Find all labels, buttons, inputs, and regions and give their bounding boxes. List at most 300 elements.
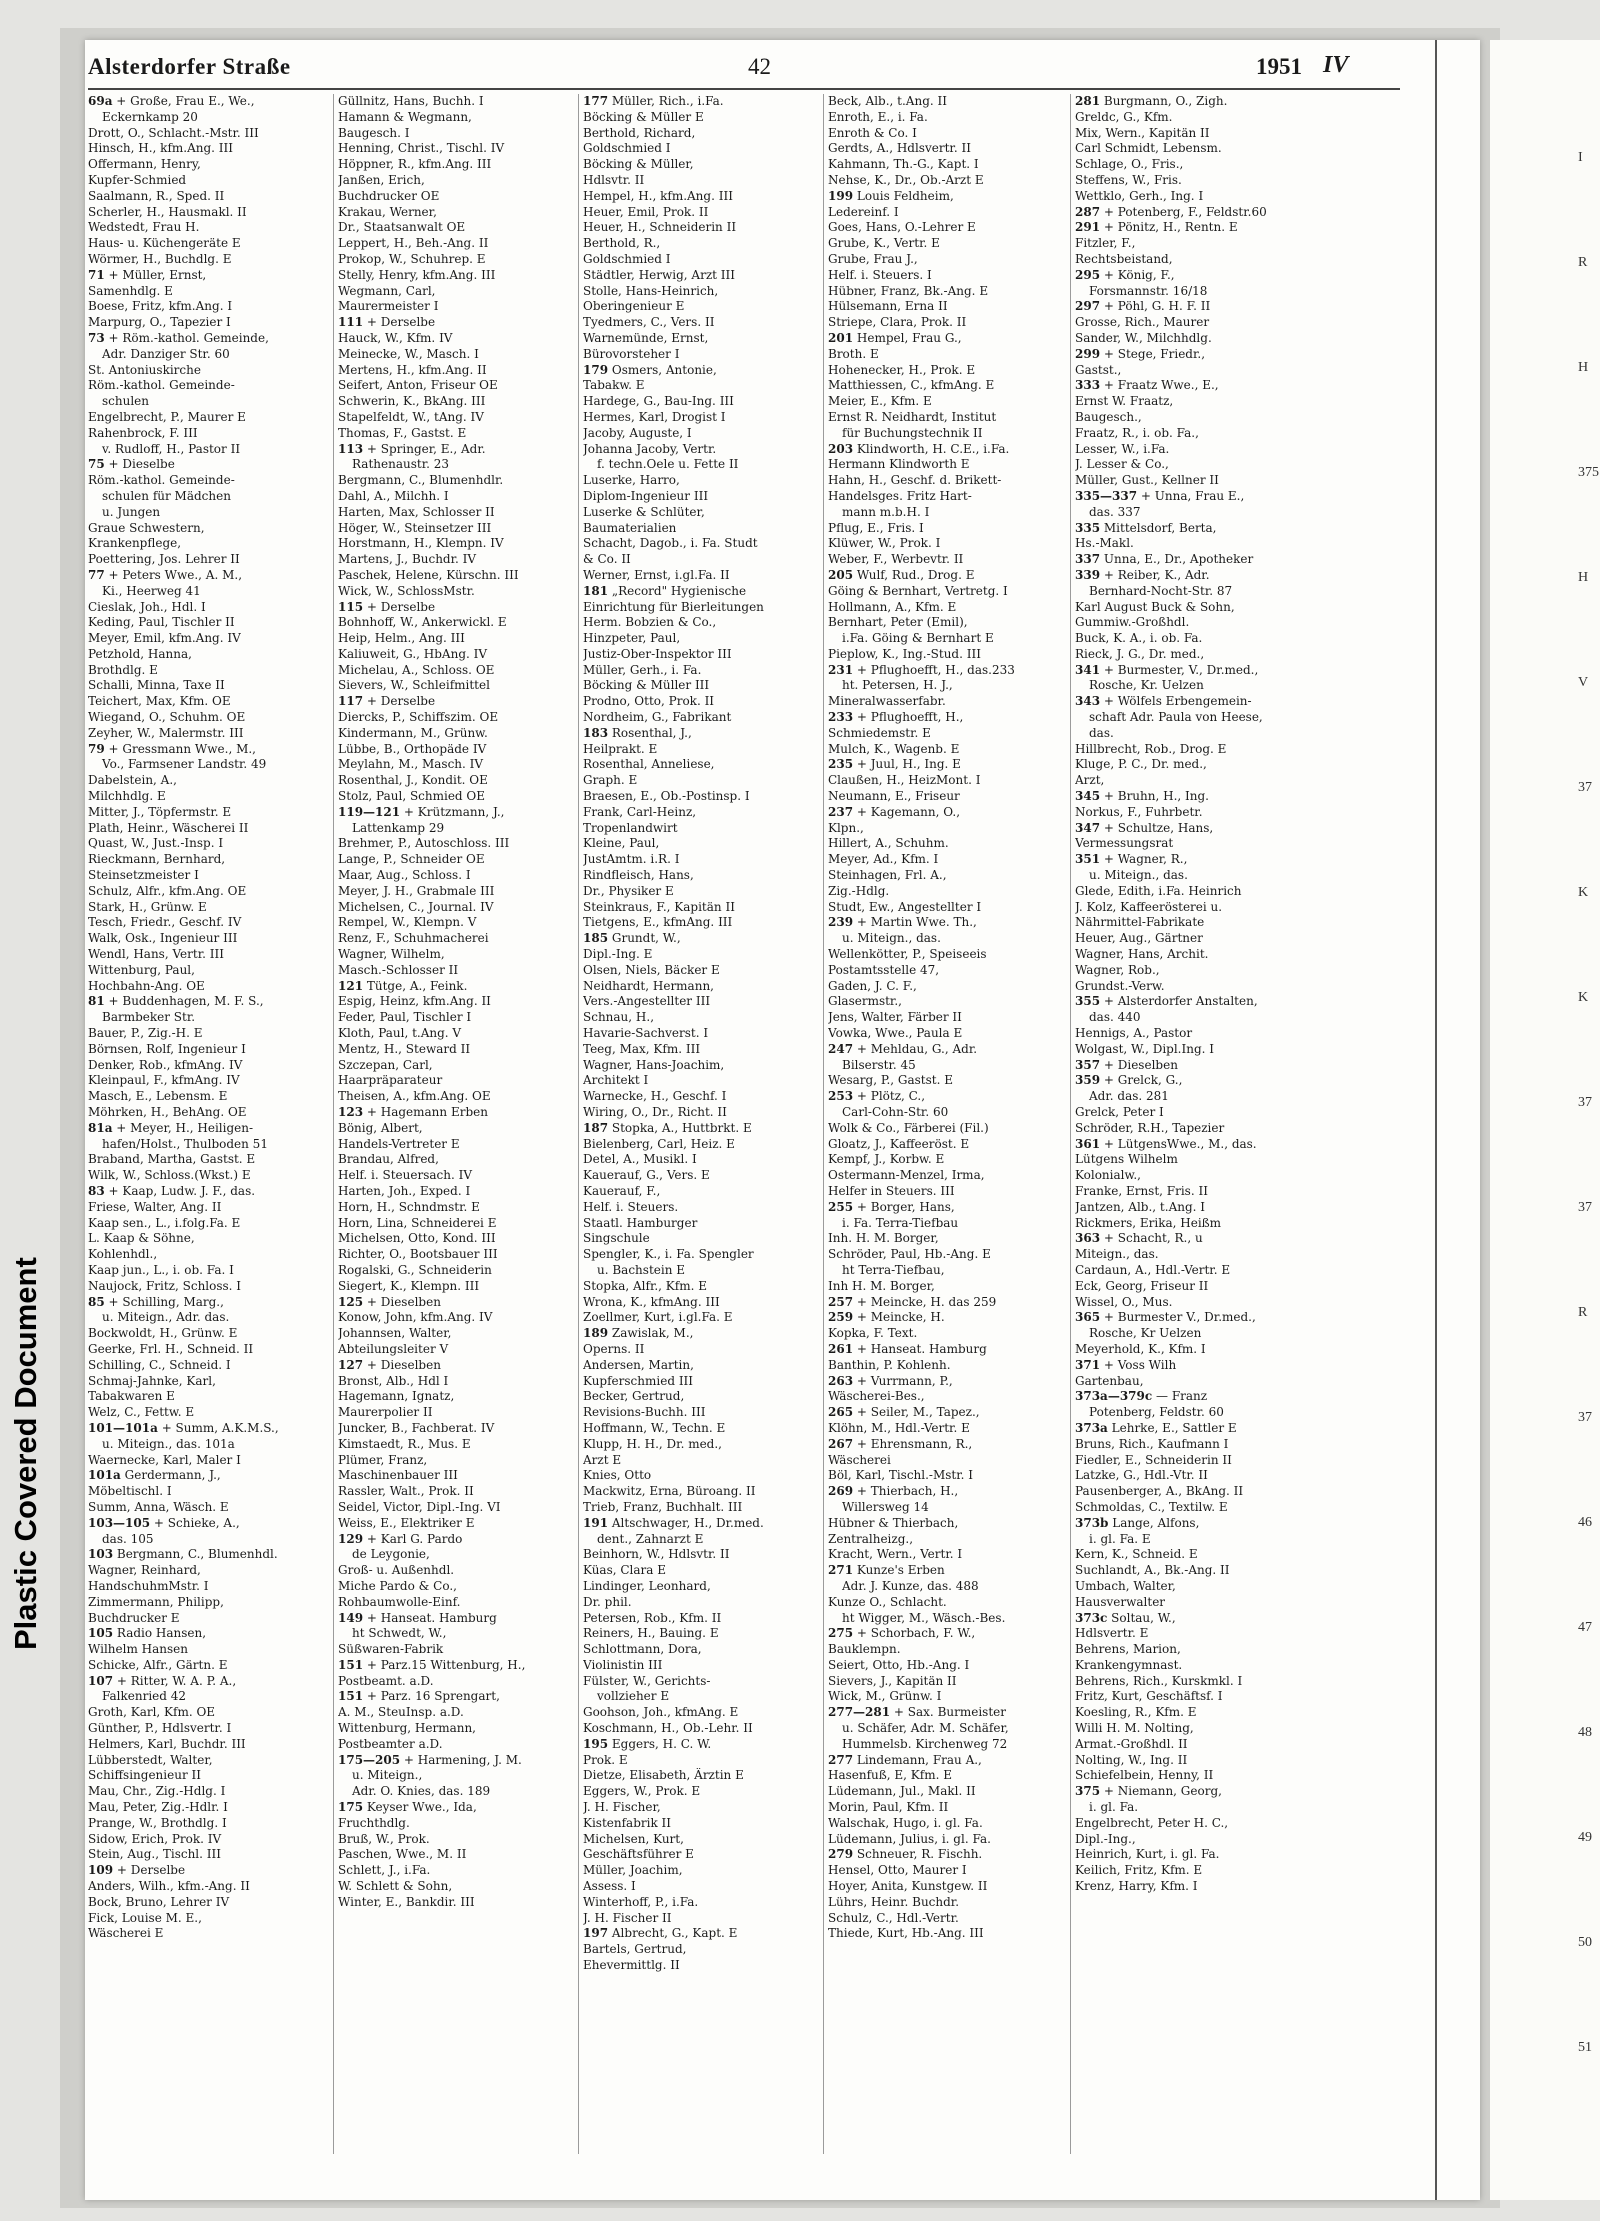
street-name: Alsterdorfer Straße bbox=[88, 54, 291, 79]
directory-entry-line: Ki., Heerweg 41 bbox=[102, 583, 201, 598]
directory-entry-line: Fritz, Kurt, Geschäftsf. I bbox=[1075, 1689, 1223, 1704]
directory-entry-line: 151 + Parz. 16 Sprengart, bbox=[338, 1689, 500, 1704]
directory-entry-line: Trieb, Franz, Buchhalt. III bbox=[583, 1499, 743, 1514]
directory-entry-line: 81 + Buddenhagen, M. F. S., bbox=[88, 994, 264, 1009]
directory-entry-line: Ernst W. Fraatz, bbox=[1075, 394, 1174, 409]
directory-entry-line: Baugesch., bbox=[1075, 409, 1142, 424]
directory-entry-line: Michelsen, Otto, Kond. III bbox=[338, 1231, 496, 1246]
directory-entry-line: Keding, Paul, Tischler II bbox=[88, 615, 235, 630]
directory-entry-line: Rosenthal, Anneliese, bbox=[583, 757, 715, 772]
directory-entry-line: Banthin, P. Kohlenh. bbox=[828, 1357, 951, 1372]
directory-entry-line: Mix, Wern., Kapitän II bbox=[1075, 125, 1210, 140]
directory-entry-line: Schicke, Alfr., Gärtn. E bbox=[88, 1657, 228, 1672]
directory-entry-line: u. Miteign., das. bbox=[1089, 868, 1188, 883]
column-1 bbox=[88, 94, 331, 2154]
directory-entry-line: u. Miteign., das. 101a bbox=[102, 1436, 235, 1451]
directory-entry-line: Heilprakt. E bbox=[583, 741, 658, 756]
directory-entry-line: Thomas, F., Gastst. E bbox=[338, 425, 467, 440]
directory-entry-line: für Buchungstechnik II bbox=[842, 425, 983, 440]
directory-entry-line: Frank, Carl-Heinz, bbox=[583, 804, 697, 819]
directory-entry-line: u. Miteign., das. bbox=[842, 931, 941, 946]
directory-entry-line: Böcking & Müller, bbox=[583, 157, 694, 172]
directory-entry-line: Stein, Aug., Tischl. III bbox=[88, 1847, 221, 1862]
directory-entry-line: Groth, Karl, Kfm. OE bbox=[88, 1705, 216, 1720]
directory-entry-line: 123 + Hagemann Erben bbox=[338, 1105, 488, 1119]
directory-entry-line: 269 + Thierbach, H., bbox=[828, 1484, 959, 1499]
directory-entry-line: 277 Lindemann, Frau A., bbox=[828, 1752, 982, 1767]
page-gutter-line bbox=[1435, 40, 1437, 2200]
adjacent-page-fragment: 37 bbox=[1578, 780, 1592, 795]
directory-entry-line: Bock, Bruno, Lehrer IV bbox=[88, 1894, 230, 1909]
directory-entry-line: Tabakw. E bbox=[583, 378, 645, 393]
directory-entry-line: 117 + Derselbe bbox=[338, 694, 436, 709]
directory-entry-line: Andersen, Martin, bbox=[583, 1357, 694, 1372]
directory-entry-line: Wäscherei bbox=[828, 1452, 891, 1467]
directory-entry-line: Hillert, A., Schuhm. bbox=[828, 836, 949, 851]
directory-entry-line: Knies, Otto bbox=[583, 1468, 652, 1483]
directory-entry-line: Singschule bbox=[583, 1231, 650, 1246]
adjacent-page-fragment: 37 bbox=[1578, 1200, 1592, 1215]
directory-entry-line: Ostermann-Menzel, Irma, bbox=[828, 1168, 985, 1183]
directory-entry-line: Hamann & Wegmann, bbox=[338, 109, 472, 124]
directory-entry-line: Kaliuweit, G., HbAng. IV bbox=[338, 646, 488, 661]
directory-entry-line: 297 + Pöhl, G. H. F. II bbox=[1075, 299, 1211, 314]
directory-entry-line: Goldschmied I bbox=[583, 141, 671, 156]
directory-entry-line: Gloatz, J., Kaffeeröst. E bbox=[828, 1136, 970, 1151]
directory-entry-line: Nordheim, G., Fabrikant bbox=[583, 710, 732, 725]
directory-entry-line: Reiners, H., Bauing. E bbox=[583, 1626, 719, 1641]
directory-entry-line: Grosse, Rich., Maurer bbox=[1075, 315, 1210, 330]
directory-entry-line: das. 105 bbox=[102, 1531, 154, 1546]
directory-entry-line: ht. Petersen, H. J., bbox=[842, 678, 953, 693]
directory-entry-line: Wegmann, Carl, bbox=[338, 283, 436, 298]
directory-entry-line: Röm.-kathol. Gemeinde- bbox=[88, 473, 235, 488]
directory-entry-line: Horn, H., Schndmstr. E bbox=[338, 1199, 480, 1214]
directory-entry-line: Eggers, W., Prok. E bbox=[583, 1784, 701, 1799]
directory-entry-line: Beinhorn, W., Hdlsvtr. II bbox=[583, 1547, 730, 1562]
directory-entry-line: Dahl, A., Milchh. I bbox=[338, 488, 449, 503]
directory-entry-line: 373b Lange, Alfons, bbox=[1075, 1515, 1200, 1530]
directory-entry-line: Günther, P., Hdlsvertr. I bbox=[88, 1721, 232, 1736]
directory-entry-line: Kahmann, Th.-G., Kapt. I bbox=[828, 157, 979, 172]
directory-entry-line: 203 Klindworth, H. C.E., i.Fa. bbox=[828, 441, 1010, 456]
directory-entry-line: Violinistin III bbox=[583, 1657, 663, 1672]
directory-entry-line: 259 + Meincke, H. bbox=[828, 1310, 945, 1325]
directory-entry-line: Heuer, H., Schneiderin II bbox=[583, 220, 737, 235]
directory-entry-line: v. Rudloff, H., Pastor II bbox=[102, 441, 241, 456]
directory-entry-line: 195 Eggers, H. C. W. bbox=[583, 1736, 712, 1751]
directory-entry-line: schaft Adr. Paula von Heese, bbox=[1089, 710, 1263, 725]
directory-entry-line: Tropenlandwirt bbox=[583, 820, 678, 835]
directory-entry-line: Petzhold, Hanna, bbox=[88, 646, 192, 661]
directory-entry-line: Greldc, G., Kfm. bbox=[1075, 109, 1173, 124]
directory-entry-line: Müller, Joachim, bbox=[583, 1863, 683, 1878]
directory-entry-line: 105 Radio Hansen, bbox=[88, 1626, 207, 1641]
directory-entry-line: & Co. II bbox=[583, 552, 631, 567]
directory-year: 1951 bbox=[1256, 54, 1302, 79]
directory-entry-line: Nolting, W., Ing. II bbox=[1075, 1752, 1188, 1767]
directory-entry-line: 199 Louis Feldheim, bbox=[828, 188, 954, 203]
directory-entry-line: Behrens, Rich., Kurskmkl. I bbox=[1075, 1673, 1243, 1688]
directory-entry-line: Hillbrecht, Rob., Drog. E bbox=[1075, 741, 1227, 756]
column-5 bbox=[1070, 94, 1310, 2154]
directory-entry-line: 109 + Derselbe bbox=[88, 1863, 186, 1878]
directory-entry-line: W. Schlett & Sohn, bbox=[338, 1879, 453, 1894]
directory-entry-line: Bauklempn. bbox=[828, 1642, 901, 1657]
directory-entry-line: 101a Gerdermann, J., bbox=[88, 1468, 221, 1483]
directory-entry-line: Diplom-Ingenieur III bbox=[583, 488, 709, 503]
directory-entry-line: Wilhelm Hansen bbox=[88, 1642, 188, 1657]
directory-entry-line: Dr. phil. bbox=[583, 1594, 632, 1609]
directory-entry-line: Koschmann, H., Ob.-Lehr. II bbox=[583, 1721, 753, 1736]
directory-entry-line: 275 + Schorbach, F. W., bbox=[828, 1626, 976, 1641]
directory-entry-line: Zoellmer, Kurt, i.gl.Fa. E bbox=[583, 1310, 733, 1325]
directory-entry-line: Siegert, K., Klempn. III bbox=[338, 1278, 480, 1293]
directory-entry-line: ht Terra-Tiefbau, bbox=[842, 1262, 945, 1277]
directory-entry-line: Enroth & Co. I bbox=[828, 125, 917, 140]
directory-entry-line: Plümer, Franz, bbox=[338, 1452, 428, 1467]
directory-entry-line: Helfer in Steuers. III bbox=[828, 1183, 955, 1198]
directory-entry-line: Bruß, W., Prok. bbox=[338, 1831, 430, 1846]
directory-entry-line: 345 + Bruhn, H., Ing. bbox=[1075, 789, 1209, 804]
directory-entry-line: Carl Schmidt, Lebensm. bbox=[1075, 141, 1222, 156]
directory-entry-line: Mau, Chr., Zig.-Hdlg. I bbox=[88, 1784, 226, 1799]
directory-entry-line: Dr., Staatsanwalt OE bbox=[338, 220, 466, 235]
directory-entry-line: Janßen, Erich, bbox=[338, 172, 425, 187]
directory-entry-line: Brothdlg. E bbox=[88, 662, 158, 677]
directory-entry-line: Willersweg 14 bbox=[842, 1499, 929, 1514]
directory-entry-line: Kleinpaul, F., kfmAng. IV bbox=[88, 1073, 240, 1088]
directory-entry-line: Schmoldas, C., Textilw. E bbox=[1075, 1499, 1228, 1514]
directory-entry-line: 341 + Burmester, V., Dr.med., bbox=[1075, 662, 1259, 677]
directory-entry-line: Drott, O., Schlacht.-Mstr. III bbox=[88, 125, 259, 140]
directory-entry-line: Herm. Bobzien & Co., bbox=[583, 615, 717, 630]
directory-entry-line: Claußen, H., HeizMont. I bbox=[828, 773, 981, 788]
directory-entry-line: Hdlsvertr. E bbox=[1075, 1626, 1149, 1641]
directory-entry-line: Jacoby, Auguste, I bbox=[583, 425, 692, 440]
directory-entry-line: Hummelsb. Kirchenweg 72 bbox=[842, 1736, 1008, 1751]
directory-entry-line: Börnsen, Rolf, Ingenieur I bbox=[88, 1041, 246, 1056]
directory-entry-line: Krankengymnast. bbox=[1075, 1657, 1183, 1672]
directory-entry-line: Kolonialw., bbox=[1075, 1168, 1141, 1183]
adjacent-page-fragment: 375 bbox=[1578, 465, 1599, 480]
directory-entry-line: Tyedmers, C., Vers. II bbox=[583, 315, 715, 330]
directory-entry-line: Architekt I bbox=[583, 1073, 649, 1088]
directory-entry-line: Schlage, O., Fris., bbox=[1075, 157, 1184, 172]
directory-entry-line: u. Miteign., bbox=[352, 1768, 423, 1783]
directory-entry-line: Ledereinf. I bbox=[828, 204, 899, 219]
adjacent-page-fragment: 46 bbox=[1578, 1515, 1592, 1530]
directory-entry-line: 357 + Dieselben bbox=[1075, 1057, 1178, 1072]
directory-entry-line: Kopka, F. Text. bbox=[828, 1326, 918, 1341]
directory-entry-line: Behrens, Marion, bbox=[1075, 1642, 1181, 1657]
directory-entry-line: Steinkraus, F., Kapitän II bbox=[583, 899, 735, 914]
directory-entry-line: Seidel, Victor, Dipl.-Ing. VI bbox=[338, 1499, 501, 1514]
directory-entry-line: Thiede, Kurt, Hb.-Ang. III bbox=[828, 1926, 984, 1941]
directory-entry-line: Klpn., bbox=[828, 820, 864, 835]
directory-entry-line: Wissel, O., Mus. bbox=[1075, 1294, 1173, 1309]
directory-entry-line: Wäscherei E bbox=[88, 1926, 164, 1941]
directory-entry-line: Schmaj-Jahnke, Karl, bbox=[88, 1373, 216, 1388]
directory-entry-line: Zig.-Hdlg. bbox=[828, 883, 890, 898]
directory-entry-line: Engelbrecht, P., Maurer E bbox=[88, 409, 246, 424]
directory-entry-line: Paschen, Wwe., M. II bbox=[338, 1847, 467, 1862]
directory-entry-line: Lüdemann, Julius, i. gl. Fa. bbox=[828, 1831, 991, 1846]
directory-entry-line: Vermessungsrat bbox=[1075, 836, 1174, 851]
directory-entry-line: Berthold, R., bbox=[583, 236, 661, 251]
directory-entry-line: 77 + Peters Wwe., A. M., bbox=[88, 567, 243, 582]
directory-entry-line: Kleine, Paul, bbox=[583, 836, 660, 851]
directory-entry-line: Hoffmann, W., Techn. E bbox=[583, 1420, 726, 1435]
directory-entry-line: Prange, W., Brothdlg. I bbox=[88, 1815, 227, 1830]
directory-entry-line: Mentz, H., Steward II bbox=[338, 1041, 471, 1056]
directory-entry-line: 129 + Karl G. Pardo bbox=[338, 1531, 463, 1546]
directory-entry-line: Geerke, Frl. H., Schneid. II bbox=[88, 1341, 254, 1356]
directory-entry-line: Heuer, Aug., Gärtner bbox=[1075, 931, 1203, 946]
directory-entry-line: 267 + Ehrensmann, R., bbox=[828, 1436, 973, 1451]
directory-entry-line: Justiz-Ober-Inspektor III bbox=[583, 646, 732, 661]
directory-entry-line: Mertens, H., kfm.Ang. II bbox=[338, 362, 487, 377]
directory-entry-line: 121 Tütge, A., Feink. bbox=[338, 978, 468, 993]
directory-entry-line: 247 + Mehldau, G., Adr. bbox=[828, 1041, 978, 1056]
directory-entry-line: Inh H. M. Borger, bbox=[828, 1278, 935, 1293]
directory-entry-line: Kupfer-Schmied bbox=[88, 172, 187, 187]
directory-entry-line: Braesen, E., Ob.-Postinsp. I bbox=[583, 789, 750, 804]
directory-entry-line: 335—337 + Unna, Frau E., bbox=[1075, 488, 1245, 503]
directory-entry-line: Michelsen, Kurt, bbox=[583, 1831, 684, 1846]
directory-entry-line: Keilich, Fritz, Kfm. E bbox=[1075, 1863, 1203, 1878]
directory-entry-line: Heinrich, Kurt, i. gl. Fa. bbox=[1075, 1847, 1220, 1862]
directory-entry-line: das. 337 bbox=[1089, 504, 1141, 519]
directory-entry-line: Grube, K., Vertr. E bbox=[828, 236, 940, 251]
directory-entry-line: Sidow, Erich, Prok. IV bbox=[88, 1831, 222, 1846]
directory-entry-line: Meier, E., Kfm. E bbox=[828, 394, 932, 409]
directory-entry-line: Rogalski, G., Schneiderin bbox=[338, 1262, 492, 1277]
directory-entry-line: Walschak, Hugo, i. gl. Fa. bbox=[828, 1815, 983, 1830]
directory-entry-line: Wolgast, W., Dipl.Ing. I bbox=[1075, 1041, 1215, 1056]
directory-entry-line: Teichert, Max, Kfm. OE bbox=[88, 694, 231, 709]
adjacent-page-fragment: 50 bbox=[1578, 1935, 1592, 1950]
directory-entry-line: Maschinenbauer III bbox=[338, 1468, 458, 1483]
directory-entry-line: Staatl. Hamburger bbox=[583, 1215, 698, 1230]
directory-entry-line: Assess. I bbox=[583, 1879, 636, 1894]
directory-entry-line: Waernecke, Karl, Maler I bbox=[88, 1452, 241, 1467]
directory-entry-line: Hagemann, Ignatz, bbox=[338, 1389, 455, 1404]
directory-entry-line: 113 + Springer, E., Adr. bbox=[338, 441, 486, 456]
directory-entry-line: Helf. i. Steuersach. IV bbox=[338, 1168, 473, 1183]
directory-entry-line: Hülsemann, Erna II bbox=[828, 299, 948, 314]
directory-entry-line: Ehevermittlg. II bbox=[583, 1958, 680, 1973]
directory-entry-line: 355 + Alsterdorfer Anstalten, bbox=[1075, 994, 1258, 1009]
directory-entry-line: Schnau, H., bbox=[583, 1010, 655, 1025]
directory-entry-line: 281 Burgmann, O., Zigh. bbox=[1075, 94, 1228, 108]
directory-entry-line: Weiss, E., Elektriker E bbox=[338, 1515, 475, 1530]
directory-entry-line: Wagner, Wilhelm, bbox=[338, 947, 445, 962]
directory-entry-line: Möhrken, H., BehAng. OE bbox=[88, 1105, 247, 1119]
directory-entry-line: Striepe, Clara, Prok. II bbox=[828, 315, 967, 330]
directory-entry-line: Studt, Ew., Angestellter I bbox=[828, 899, 982, 914]
directory-entry-line: Buck, K. A., i. ob. Fa. bbox=[1075, 631, 1203, 646]
directory-entry-line: i. gl. Fa. bbox=[1089, 1800, 1139, 1815]
directory-entry-line: Lührs, Heinr. Buchdr. bbox=[828, 1894, 960, 1909]
directory-entry-line: Pflug, E., Fris. I bbox=[828, 520, 924, 535]
directory-entry-line: Neumann, E., Friseur bbox=[828, 789, 960, 804]
directory-entry-line: Wilk, W., Schloss.(Wkst.) E bbox=[88, 1168, 251, 1183]
directory-entry-line: Miteign., das. bbox=[1075, 1247, 1159, 1262]
directory-entry-line: Höger, W., Steinsetzer III bbox=[338, 520, 492, 535]
directory-entry-line: Meyer, J. H., Grabmale III bbox=[338, 883, 495, 898]
directory-entry-line: Zentralheizg., bbox=[828, 1531, 914, 1546]
directory-entry-line: Müller, Gerh., i. Fa. bbox=[583, 662, 702, 677]
directory-entry-line: Berthold, Richard, bbox=[583, 125, 696, 140]
adjacent-page-fragment: H bbox=[1578, 570, 1589, 585]
directory-entry-line: Seiert, Otto, Hb.-Ang. I bbox=[828, 1657, 970, 1672]
directory-entry-line: St. Antoniuskirche bbox=[88, 362, 201, 377]
directory-entry-line: Falkenried 42 bbox=[102, 1689, 187, 1704]
directory-entry-line: Hahn, H., Geschf. d. Brikett- bbox=[828, 473, 1002, 488]
directory-entry-line: 71 + Müller, Ernst, bbox=[88, 267, 207, 282]
directory-entry-line: Harten, Max, Schlosser II bbox=[338, 504, 495, 519]
directory-entry-line: 339 + Reiber, K., Adr. bbox=[1075, 567, 1210, 582]
directory-entry-line: Kauerauf, F., bbox=[583, 1183, 661, 1198]
directory-entry-line: 373a—379c — Franz bbox=[1075, 1389, 1208, 1404]
directory-entry-line: Rempel, W., Klempn. V bbox=[338, 915, 477, 930]
directory-entry-line: Ernst R. Neidhardt, Institut bbox=[828, 409, 997, 424]
directory-entry-line: 233 + Pflughoefft, H., bbox=[828, 710, 964, 725]
directory-entry-line: Rahenbrock, F. III bbox=[88, 425, 198, 440]
directory-entry-line: Franke, Ernst, Fris. II bbox=[1075, 1183, 1208, 1198]
directory-entry-line: Michelsen, C., Journal. IV bbox=[338, 899, 494, 914]
directory-entry-line: Schlottmann, Dora, bbox=[583, 1642, 702, 1657]
directory-entry-line: Kistenfabrik II bbox=[583, 1815, 672, 1830]
directory-entry-line: ht Schwedt, W., bbox=[352, 1626, 447, 1641]
directory-entry-line: Gaden, J. C. F., bbox=[828, 978, 917, 993]
directory-entry-line: Steinhagen, Frl. A., bbox=[828, 868, 947, 883]
directory-entry-line: Lindinger, Leonhard, bbox=[583, 1578, 711, 1593]
directory-entry-line: J. H. Fischer, bbox=[583, 1800, 661, 1815]
directory-entry-line: Städtler, Herwig, Arzt III bbox=[583, 267, 735, 282]
directory-entry-line: Leppert, H., Beh.-Ang. II bbox=[338, 236, 489, 251]
directory-entry-line: Helf. i. Steuers. bbox=[583, 1199, 679, 1214]
directory-entry-line: Helmers, Karl, Buchdr. III bbox=[88, 1736, 246, 1751]
directory-entry-line: Hempel, H., kfm.Ang. III bbox=[583, 188, 733, 203]
directory-entry-line: 181 „Record" Hygienische bbox=[583, 583, 747, 598]
directory-entry-line: 271 Kunze's Erben bbox=[828, 1563, 945, 1578]
directory-entry-line: Maurermeister I bbox=[338, 299, 439, 314]
directory-entry-line: Vers.-Angestellter III bbox=[583, 994, 711, 1009]
directory-entry-line: Brehmer, P., Autoschloss. III bbox=[338, 836, 510, 851]
directory-entry-line: Kohlenhdl., bbox=[88, 1247, 158, 1262]
directory-entry-line: 103 Bergmann, C., Blumenhdl. bbox=[88, 1547, 278, 1562]
directory-entry-line: Nehse, K., Dr., Ob.-Arzt E bbox=[828, 172, 984, 187]
directory-entry-line: Wick, M., Grünw. I bbox=[828, 1689, 942, 1704]
directory-entry-line: Anders, Wilh., kfm.-Ang. II bbox=[88, 1879, 250, 1894]
directory-entry-line: Kloth, Paul, t.Ang. V bbox=[338, 1026, 462, 1041]
directory-entry-line: Richter, O., Bootsbauer III bbox=[338, 1247, 498, 1262]
directory-entry-line: Boese, Fritz, kfm.Ang. I bbox=[88, 299, 233, 314]
directory-entry-line: Dipl.-Ing., bbox=[1075, 1831, 1136, 1846]
directory-entry-line: Forsmannstr. 16/18 bbox=[1089, 283, 1208, 298]
directory-entry-line: Adr. J. Kunze, das. 488 bbox=[842, 1578, 979, 1593]
directory-entry-line: Pausenberger, A., BkAng. II bbox=[1075, 1484, 1244, 1499]
directory-entry-line: Enroth, E., i. Fa. bbox=[828, 109, 928, 124]
directory-entry-line: Küas, Clara E bbox=[583, 1563, 667, 1578]
directory-entry-line: Beck, Alb., t.Ang. II bbox=[828, 94, 947, 108]
directory-entry-line: Bielenberg, Carl, Heiz. E bbox=[583, 1136, 735, 1151]
directory-entry-line: de Leygonie, bbox=[352, 1547, 430, 1562]
directory-entry-line: Mineralwasserfabr. bbox=[828, 694, 946, 709]
directory-entry-line: Klöhn, M., Hdl.-Vertr. E bbox=[828, 1420, 970, 1435]
adjacent-page-fragment: 49 bbox=[1578, 1830, 1592, 1845]
directory-entry-line: Bauer, P., Zig.-H. E bbox=[88, 1026, 203, 1041]
directory-entry-line: 187 Stopka, A., Huttbrkt. E bbox=[583, 1120, 752, 1135]
directory-entry-line: Detel, A., Musikl. I bbox=[583, 1152, 697, 1167]
directory-entry-line: Graph. E bbox=[583, 773, 638, 788]
directory-entry-line: JustAmtm. i.R. I bbox=[583, 852, 680, 867]
directory-entry-line: hafen/Holst., Thulboden 51 bbox=[102, 1136, 268, 1151]
directory-entry-line: Mackwitz, Erna, Büroang. II bbox=[583, 1484, 756, 1499]
directory-entry-line: Rieckmann, Bernhard, bbox=[88, 852, 226, 867]
directory-entry-line: 263 + Vurrmann, P., bbox=[828, 1373, 953, 1388]
directory-entry-line: Walk, Osk., Ingenieur III bbox=[88, 931, 238, 946]
adjacent-page-fragment: 47 bbox=[1578, 1620, 1592, 1635]
directory-entry-line: Böcking & Müller III bbox=[583, 678, 710, 693]
directory-entry-line: 351 + Wagner, R., bbox=[1075, 852, 1188, 867]
directory-entry-line: Wittenburg, Hermann, bbox=[338, 1721, 476, 1736]
directory-entry-line: Zeyher, W., Malermstr. III bbox=[88, 725, 244, 740]
directory-entry-line: Stolz, Paul, Schmied OE bbox=[338, 789, 486, 804]
directory-entry-line: Prokop, W., Schuhrep. E bbox=[338, 251, 486, 266]
directory-entry-line: Bürovorsteher I bbox=[583, 346, 680, 361]
directory-entry-line: Schröder, R.H., Tapezier bbox=[1075, 1120, 1225, 1135]
directory-entry-line: Röm.-kathol. Gemeinde- bbox=[88, 378, 235, 393]
column-2 bbox=[333, 94, 576, 2154]
directory-entry-line: Stapelfeldt, W., tAng. IV bbox=[338, 409, 484, 424]
directory-entry-line: 231 + Pflughoefft, H., das.233 bbox=[828, 662, 1015, 677]
directory-entry-line: Maurerpolier II bbox=[338, 1405, 433, 1420]
directory-entry-line: 277—281 + Sax. Burmeister bbox=[828, 1705, 1006, 1720]
directory-entry-line: 189 Zawislak, M., bbox=[583, 1326, 694, 1341]
directory-entry-line: Mulch, K., Wagenb. E bbox=[828, 741, 960, 756]
directory-entry-line: u. Miteign., Adr. das. bbox=[102, 1310, 230, 1325]
directory-entry-line: dent., Zahnarzt E bbox=[597, 1531, 704, 1546]
directory-entry-line: Stolle, Hans-Heinrich, bbox=[583, 283, 719, 298]
directory-entry-line: Saalmann, R., Sped. II bbox=[88, 188, 225, 203]
directory-entry-line: Hdlsvtr. II bbox=[583, 172, 645, 187]
directory-entry-line: Luserke & Schlüter, bbox=[583, 504, 705, 519]
adjacent-page-fragment: H bbox=[1578, 360, 1589, 375]
directory-entry-line: Wesarg, P., Gastst. E bbox=[828, 1073, 953, 1088]
directory-entry-line: Sander, W., Milchhdlg. bbox=[1075, 330, 1212, 345]
directory-entry-line: Schmiedemstr. E bbox=[828, 725, 931, 740]
directory-entry-line: Karl August Buck & Sohn, bbox=[1075, 599, 1235, 614]
adjacent-page-fragment: R bbox=[1578, 1305, 1588, 1320]
directory-entry-line: das. 440 bbox=[1089, 1010, 1141, 1025]
directory-entry-line: Hensel, Otto, Maurer I bbox=[828, 1863, 967, 1878]
directory-entry-line: Heuer, Emil, Prok. II bbox=[583, 204, 709, 219]
directory-entry-line: 255 + Borger, Hans, bbox=[828, 1199, 955, 1214]
directory-entry-line: Goohson, Joh., kfmAng. E bbox=[583, 1705, 739, 1720]
directory-entry-line: Kracht, Wern., Vertr. I bbox=[828, 1547, 963, 1562]
directory-entry-line: Meyerhold, K., Kfm. I bbox=[1075, 1341, 1206, 1356]
adjacent-page-fragment: 51 bbox=[1578, 2040, 1592, 2055]
directory-entry-line: Möbeltischl. I bbox=[88, 1484, 172, 1499]
directory-entry-line: Sievers, W., Schleifmittel bbox=[338, 678, 490, 693]
directory-entry-line: u. Bachstein E bbox=[597, 1262, 686, 1277]
directory-entry-line: Abteilungsleiter V bbox=[338, 1341, 449, 1356]
directory-entry-line: ht Wigger, M., Wäsch.-Bes. bbox=[842, 1610, 1006, 1625]
directory-entry-line: Güllnitz, Hans, Buchh. I bbox=[338, 94, 484, 108]
